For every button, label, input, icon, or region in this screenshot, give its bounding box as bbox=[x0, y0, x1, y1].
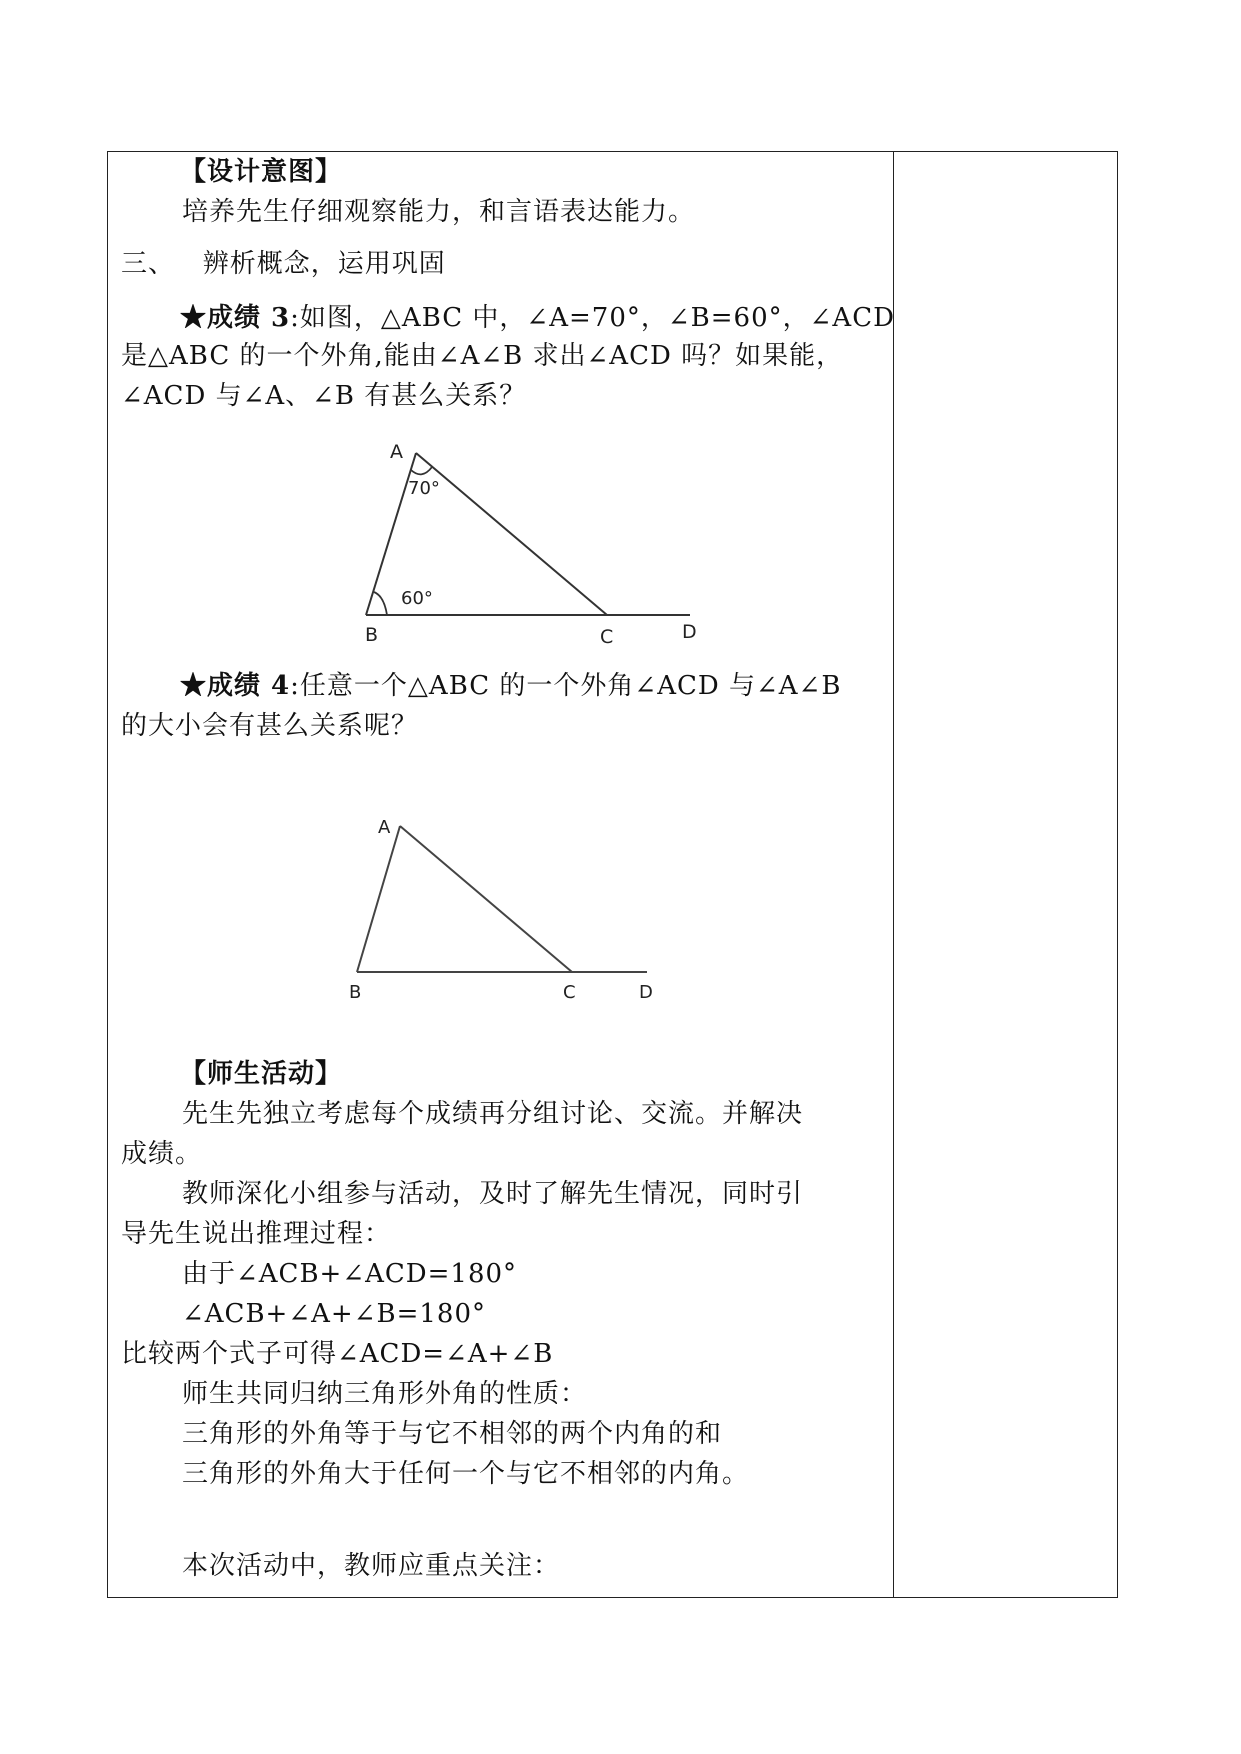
summary-line: 师生共同归纳三角形外角的性质： bbox=[182, 1379, 588, 1409]
question-3-line-1 bbox=[180, 302, 895, 334]
fig1-label-c: C bbox=[600, 626, 614, 648]
equation-1: 由于∠ACB+∠ACD=180° bbox=[182, 1259, 518, 1289]
design-intent-text: 培养先生仔细观察能力，和言语表达能力。 bbox=[182, 197, 696, 227]
activity-p1-line-1: 先生先独立考虑每个成绩再分组讨论、交流。并解决 bbox=[182, 1099, 804, 1129]
question-3-line-3: ∠ACD 与∠A、∠B 有甚么关系？ bbox=[121, 381, 527, 411]
question-4-text-1: :任意一个△ABC 的一个外角∠ACD 与∠A∠B bbox=[290, 671, 842, 701]
question-4-line-2: 的大小会有甚么关系呢？ bbox=[121, 711, 419, 741]
design-intent-heading: 【设计意图】 bbox=[180, 157, 343, 187]
fig1-angle-b: 60° bbox=[401, 588, 433, 609]
fig1-label-b: B bbox=[365, 624, 379, 646]
question-4-label: ★成绩 4 bbox=[180, 671, 291, 701]
equation-2: ∠ACB+∠A+∠B=180° bbox=[182, 1299, 486, 1329]
question-3-line-2: 是△ABC 的一个外角,能由∠A∠B 求出∠ACD 吗？如果能， bbox=[121, 341, 844, 371]
focus-line: 本次活动中，教师应重点关注： bbox=[182, 1551, 561, 1581]
triangle-figure-2 bbox=[345, 810, 665, 1010]
triangle-figure-1 bbox=[360, 440, 710, 650]
column-divider bbox=[893, 151, 894, 1598]
property-1: 三角形的外角等于与它不相邻的两个内角的和 bbox=[182, 1419, 723, 1449]
fig1-angle-a: 70° bbox=[408, 478, 440, 499]
activity-p2-line-2: 导先生说出推理过程： bbox=[121, 1219, 392, 1249]
property-2: 三角形的外角大于任何一个与它不相邻的内角。 bbox=[182, 1459, 750, 1489]
fig2-label-a: A bbox=[378, 817, 391, 838]
equation-3: 比较两个式子可得∠ACD=∠A+∠B bbox=[121, 1339, 554, 1369]
section-3-title: 三、 辨析概念，运用巩固 bbox=[121, 249, 446, 279]
fig2-label-d: D bbox=[639, 982, 653, 1003]
question-3-text-1: :如图，△ABC 中，∠A=70°，∠B=60°，∠ACD bbox=[290, 303, 895, 333]
activity-p1-line-2: 成绩。 bbox=[121, 1139, 203, 1169]
fig2-label-c: C bbox=[563, 982, 576, 1003]
fig2-label-b: B bbox=[349, 982, 362, 1003]
activity-heading: 【师生活动】 bbox=[180, 1059, 343, 1089]
activity-p2-line-1: 教师深化小组参与活动，及时了解先生情况，同时引 bbox=[182, 1179, 804, 1209]
question-3-label: ★成绩 3 bbox=[180, 303, 291, 333]
question-4-line-1 bbox=[180, 670, 841, 702]
fig1-label-d: D bbox=[682, 621, 697, 643]
fig1-label-a: A bbox=[390, 441, 403, 463]
